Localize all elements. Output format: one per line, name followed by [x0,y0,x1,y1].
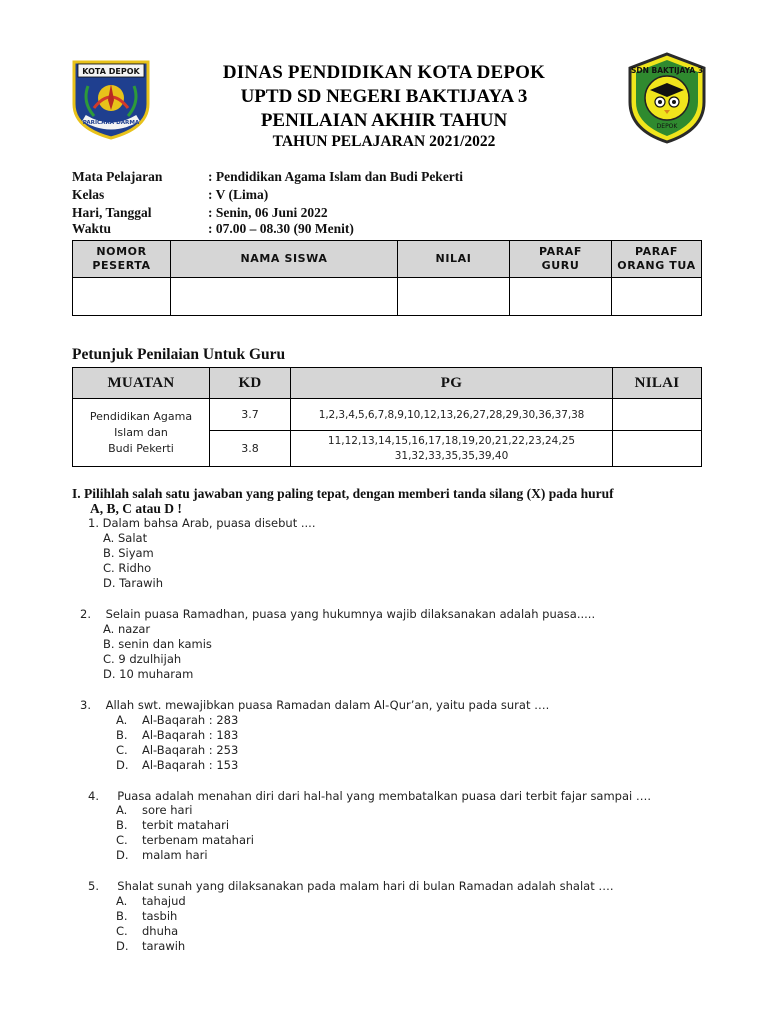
paraf-guru-field[interactable] [510,278,612,316]
option-text: malam hari [142,848,208,862]
option-text: Siyam [118,546,154,560]
option-letter: A. [103,622,115,636]
option-letter: B. [103,546,115,560]
option-letter: B. [116,728,128,742]
option-d[interactable] [103,667,193,681]
option-b[interactable] [116,818,229,832]
svg-text:DEPOK: DEPOK [656,123,678,130]
option-a[interactable] [103,622,150,636]
kd-cell: 3.8 [210,431,291,467]
column-header-nomor-peserta: NOMOR PESERTA [73,241,171,278]
option-letter: B. [116,818,128,832]
svg-text:KOTA DEPOK: KOTA DEPOK [82,67,140,76]
option-letter: D. [116,939,129,953]
question-5 [88,879,614,893]
info-value: : V (Lima) [208,187,269,202]
question-number: 2. [80,607,91,621]
header-agency: DINAS PENDIDIKAN KOTA DEPOK [222,62,546,83]
info-value: : Pendidikan Agama Islam dan Budi Pekerti [208,169,464,184]
info-value: : 07.00 – 08.30 (90 Menit) [208,221,354,236]
option-letter: D. [103,576,116,590]
instruction-line [72,501,712,516]
nilai-cell[interactable] [613,431,702,467]
option-b[interactable] [116,909,177,923]
option-a[interactable] [103,531,147,545]
question-1 [88,516,316,530]
option-text: terbit matahari [142,818,230,832]
option-c[interactable] [116,743,238,757]
question-4 [88,789,651,803]
header-exam-title: PENILAIAN AKHIR TAHUN [260,110,508,131]
option-text: senin dan kamis [118,637,212,651]
question-text: Selain puasa Ramadhan, puasa yang hukumnya wajib dilaksanakan adalah puasa..... [105,607,596,621]
option-c[interactable] [103,652,181,666]
instruction-line-text: A, B, C atau D ! [90,501,182,516]
option-text: tahajud [142,894,186,908]
column-header-paraf-orang-tua: PARAF ORANG TUA [612,241,702,278]
option-letter: A. [116,713,128,727]
option-letter: A. [116,894,128,908]
option-c[interactable] [103,561,151,575]
column-header-nilai: NILAI [613,368,702,399]
column-header-kd: KD [210,368,291,399]
question-number: 1. [88,516,99,530]
pg-cell: 11,12,13,14,15,16,17,18,19,20,21,22,23,24,25 31,32,33,35,35,39,40 [291,431,613,467]
svg-text:SDN BAKTIJAYA 3: SDN BAKTIJAYA 3 [631,66,703,75]
column-header-paraf-guru: PARAF GURU [510,241,612,278]
option-letter: D. [116,848,129,862]
option-b[interactable] [116,728,238,742]
option-letter: A. [103,531,115,545]
option-text: terbenam matahari [142,833,254,847]
instruction-line: I. Pilihlah salah satu jawaban yang paling tepat, dengan memberi tanda silang (X) pada huruf [72,486,614,501]
question-text: Dalam bahsa Arab, puasa disebut .... [102,516,316,530]
option-text: Al-Baqarah : 153 [142,758,239,772]
option-text: nazar [117,622,151,636]
column-header-pg: PG [291,368,613,399]
option-a[interactable] [116,803,193,817]
option-text: Al-Baqarah : 183 [142,728,239,742]
option-d[interactable] [116,939,185,953]
question-text: Shalat sunah yang dilaksanakan pada malam hari di bulan Ramadan adalah shalat …. [117,879,614,893]
muatan-cell: Pendidikan Agama Islam dan Budi Pekerti [73,399,210,467]
header-academic-year: TAHUN PELAJARAN 2021/2022 [272,133,496,150]
option-text: Salat [117,531,148,545]
option-letter: C. [116,924,128,938]
option-a[interactable] [116,894,186,908]
option-text: sore hari [142,803,193,817]
option-text: 10 muharam [119,667,194,681]
info-label: Kelas [72,187,105,202]
question-number: 4. [88,789,99,803]
nilai-cell[interactable] [613,399,702,431]
option-letter: C. [103,561,115,575]
option-text: Tarawih [119,576,164,590]
assessment-guide-table [72,367,702,467]
info-value: : Senin, 06 Juni 2022 [208,205,328,220]
question-text: Puasa adalah menahan diri dari hal-hal yang membatalkan puasa dari terbit fajar sampai …. [117,789,652,803]
option-letter: C. [116,743,128,757]
option-text: 9 dzulhijah [118,652,182,666]
column-header-nilai: NILAI [398,241,510,278]
kd-cell: 3.7 [210,399,291,431]
question-number: 3. [80,698,91,712]
option-b[interactable] [103,546,154,560]
option-text: tarawih [142,939,186,953]
option-letter: B. [116,909,128,923]
option-a[interactable] [116,713,238,727]
option-text: tasbih [142,909,178,923]
info-label: Hari, Tanggal [72,205,152,220]
pg-cell: 1,2,3,4,5,6,7,8,9,10,12,13,26,27,28,29,30,36,37,38 [291,399,613,431]
option-text: Al-Baqarah : 253 [142,743,239,757]
svg-text:PARICARA DARMA: PARICARA DARMA [82,120,140,126]
option-text: Al-Baqarah : 283 [142,713,239,727]
option-letter: D. [116,758,129,772]
column-header-muatan: MUATAN [73,368,210,399]
question-2 [80,607,595,621]
student-identity-table [72,240,702,316]
nilai-field[interactable] [398,278,510,316]
option-d[interactable] [103,576,163,590]
question-number: 5. [88,879,99,893]
info-label: Waktu [72,221,112,236]
header-school: UPTD SD NEGERI BAKTIJAYA 3 [240,86,528,107]
paraf-orang-tua-field[interactable] [612,278,702,316]
nama-siswa-field[interactable] [171,278,398,316]
option-letter: C. [103,652,115,666]
question-text: Allah swt. mewajibkan puasa Ramadan dalam Al-Qur’an, yaitu pada surat …. [105,698,550,712]
option-letter: A. [116,803,128,817]
option-letter: D. [103,667,116,681]
option-text: dhuha [142,924,179,938]
instruction [72,486,712,516]
nomor-peserta-field[interactable] [73,278,171,316]
column-header-nama-siswa: NAMA SISWA [171,241,398,278]
info-label: Mata Pelajaran [72,169,163,184]
option-d[interactable] [116,758,238,772]
option-b[interactable] [103,637,212,651]
question-3 [80,698,549,712]
option-c[interactable] [116,833,254,847]
option-letter: B. [103,637,115,651]
option-c[interactable] [116,924,178,938]
assessment-guide-title: Petunjuk Penilaian Untuk Guru [72,346,286,363]
option-d[interactable] [116,848,208,862]
option-letter: C. [116,833,128,847]
option-text: Ridho [118,561,152,575]
